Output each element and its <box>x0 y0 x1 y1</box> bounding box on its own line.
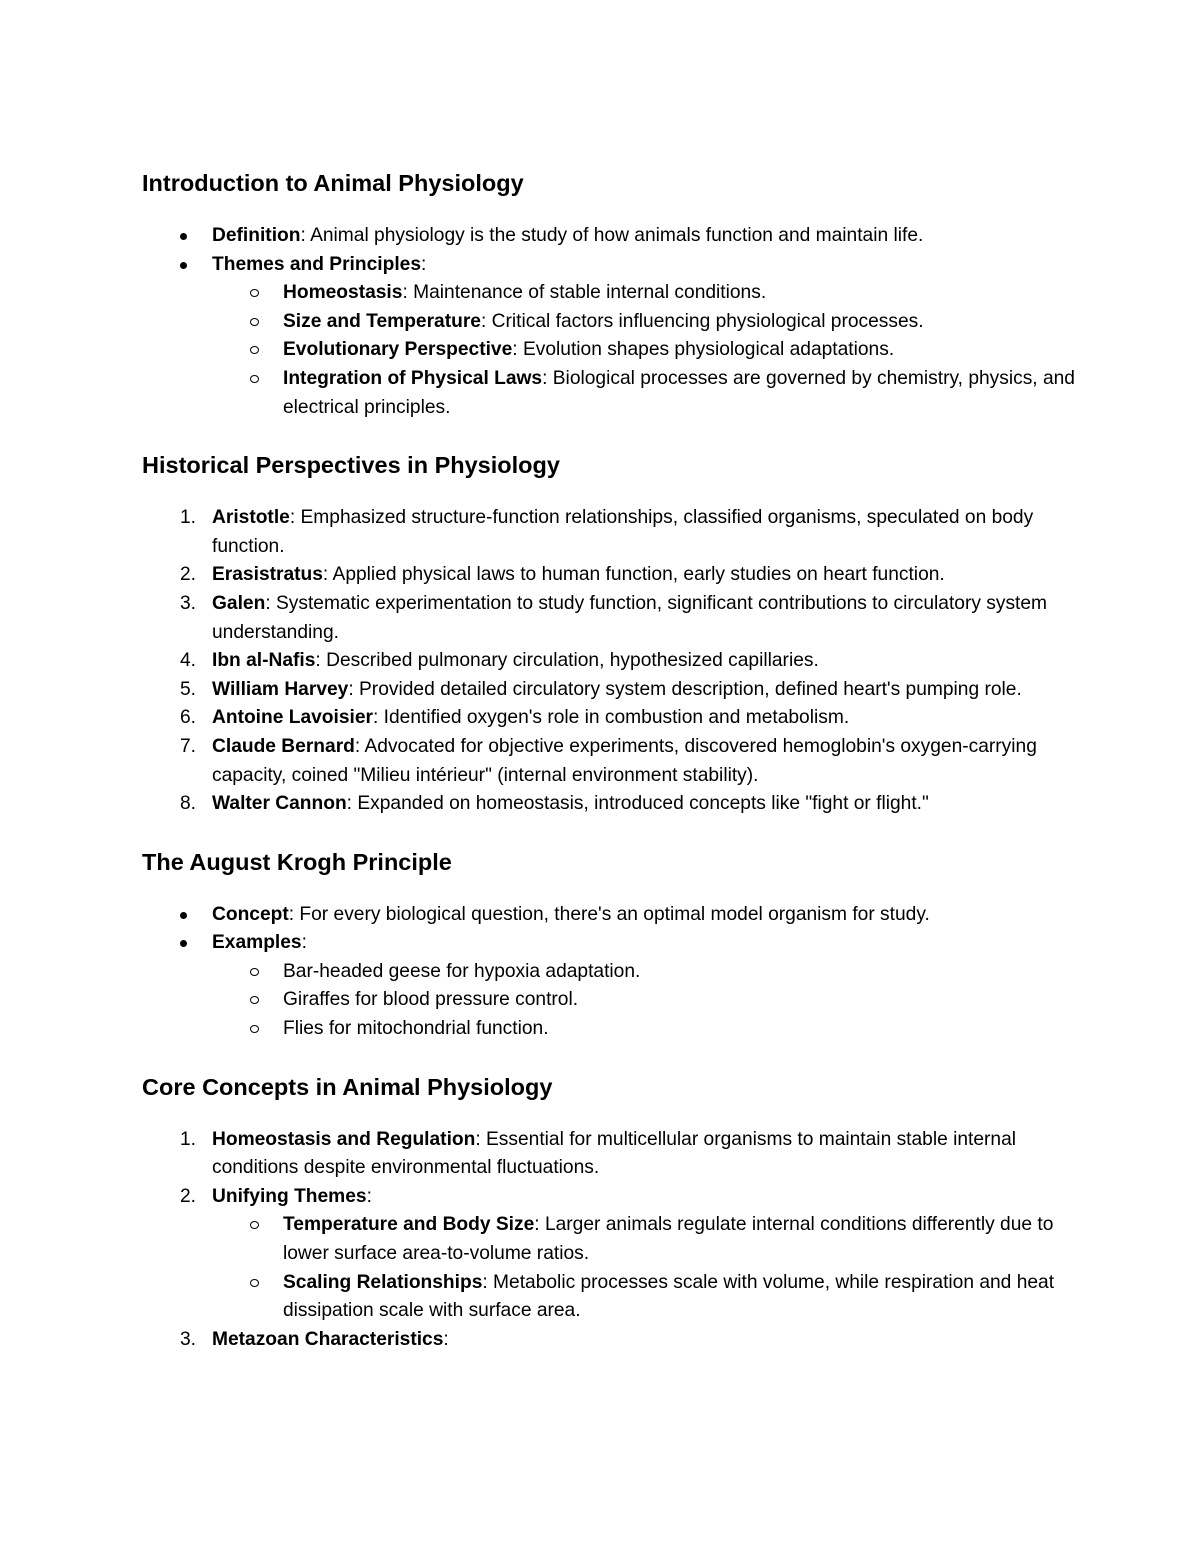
sub-list-item <box>142 958 1082 987</box>
item-number: 2. <box>179 1185 196 1207</box>
item-text: : <box>301 932 307 954</box>
list-item <box>142 733 1082 790</box>
item-term: Aristotle <box>212 507 290 529</box>
item-term: Definition <box>212 225 301 246</box>
historical-list <box>142 504 1082 819</box>
item-term: Scaling Relationships <box>283 1271 483 1293</box>
item-term: Evolutionary Perspective <box>283 339 513 361</box>
item-number: 3. <box>179 1328 196 1350</box>
list-item <box>142 676 1082 705</box>
item-text: : Advocated for objective experiments, discovered hemoglobin's oxygen-carrying capacity, coined "Milieu intérieur" (internal environment stability). <box>212 735 1037 786</box>
item-term: Walter Cannon <box>212 793 347 815</box>
item-number: 2. <box>179 564 196 586</box>
item-text: Flies for mitochondrial function. <box>283 1018 549 1040</box>
item-term: Metazoan Characteristics <box>212 1328 444 1350</box>
core-concepts-list <box>142 1126 1082 1355</box>
hollow-bullet-icon <box>250 375 259 383</box>
item-term: Ibn al-Nafis <box>212 650 316 672</box>
hollow-bullet-icon <box>250 968 259 976</box>
list-item <box>142 590 1082 647</box>
item-text: : Maintenance of stable internal conditions. <box>402 282 767 304</box>
section-title-krogh: The August Krogh Principle <box>142 848 452 875</box>
hollow-bullet-icon <box>250 318 259 326</box>
item-text: : Described pulmonary circulation, hypothesized capillaries. <box>315 650 819 672</box>
item-text: : Emphasized structure-function relationships, classified organisms, speculated on body function. <box>212 507 1034 557</box>
bullet-icon <box>180 262 187 269</box>
item-term: Claude Bernard <box>212 735 355 757</box>
item-text: : Applied physical laws to human function, early studies on heart function. <box>322 564 945 586</box>
item-term: Themes and Principles <box>212 253 422 275</box>
item-text: : Larger animals regulate internal conditions differently due to lower surface area-to-volume ratios. <box>283 1214 1054 1265</box>
item-term: Concept <box>212 903 289 925</box>
item-term: Examples <box>212 932 302 954</box>
list-item <box>142 790 1082 819</box>
item-text: Bar-headed geese for hypoxia adaptation. <box>283 960 641 982</box>
item-number: 6. <box>179 707 196 729</box>
item-number: 1. <box>179 507 196 529</box>
item-text: : Essential for multicellular organisms to maintain stable internal conditions despite environmental fluctuations. <box>212 1128 1017 1179</box>
item-term: Erasistratus <box>212 564 323 586</box>
list-item <box>142 1126 1082 1183</box>
item-text: : Provided detailed circulatory system description, defined heart's pumping role. <box>348 678 1022 700</box>
sub-list-item <box>142 986 1082 1015</box>
item-number: 1. <box>179 1128 196 1150</box>
section-title-historical: Historical Perspectives in Physiology <box>142 452 560 479</box>
hollow-bullet-icon <box>250 1221 259 1229</box>
sub-list-item <box>142 308 1082 337</box>
item-term: Homeostasis and Regulation <box>212 1128 476 1150</box>
item-term: Homeostasis <box>283 282 403 304</box>
list-item <box>142 901 1082 930</box>
item-term: Unifying Themes <box>212 1185 367 1207</box>
item-text: : Expanded on homeostasis, introduced concepts like "fight or flight." <box>346 793 929 815</box>
item-text: : Animal physiology is the study of how animals function and maintain life. <box>300 225 924 246</box>
list-item <box>142 561 1082 590</box>
item-term: Antoine Lavoisier <box>212 707 373 729</box>
list-item <box>142 929 1082 958</box>
bullet-icon <box>180 912 187 919</box>
item-text: : Biological processes are governed by chemistry, physics, and electrical principles. <box>283 367 1075 418</box>
list-item <box>142 222 1082 251</box>
list-item <box>142 1183 1082 1212</box>
sub-list-item <box>142 1211 1082 1268</box>
section-title-core-concepts: Core Concepts in Animal Physiology <box>142 1073 553 1100</box>
item-text: : For every biological question, there's an optimal model organism for study. <box>288 903 930 925</box>
list-item <box>142 704 1082 733</box>
list-item <box>142 504 1082 561</box>
item-text: : <box>421 253 427 275</box>
list-item <box>142 647 1082 676</box>
item-text: : Critical factors influencing physiological processes. <box>480 310 924 332</box>
item-term: Galen <box>212 592 266 614</box>
item-text: Giraffes for blood pressure control. <box>283 989 579 1011</box>
hollow-bullet-icon <box>250 346 259 354</box>
item-text: : Identified oxygen's role in combustion and metabolism. <box>373 707 850 729</box>
item-text: : Systematic experimentation to study function, significant contributions to circulatory system understanding. <box>212 592 1048 643</box>
bullet-icon <box>180 233 187 240</box>
sub-list-item <box>142 1269 1082 1326</box>
item-text: : <box>443 1328 449 1350</box>
item-number: 3. <box>179 592 196 614</box>
document-page <box>142 166 1082 1354</box>
list-item <box>142 251 1082 280</box>
item-number: 5. <box>179 678 196 700</box>
introduction-list <box>142 222 1082 422</box>
sub-list-item <box>142 336 1082 365</box>
item-term: William Harvey <box>212 678 349 700</box>
item-number: 4. <box>179 650 196 672</box>
hollow-bullet-icon <box>250 996 259 1004</box>
bullet-icon <box>180 940 187 947</box>
item-text: : Evolution shapes physiological adaptations. <box>512 339 895 361</box>
item-text: : Metabolic processes scale with volume, while respiration and heat dissipation scale with surface area. <box>283 1271 1055 1322</box>
list-item <box>142 1326 1082 1355</box>
sub-list-item <box>142 1015 1082 1044</box>
section-title-introduction: Introduction to Animal Physiology <box>142 170 524 196</box>
item-text: : <box>366 1185 372 1207</box>
hollow-bullet-icon <box>250 1025 259 1033</box>
item-term: Integration of Physical Laws <box>283 367 543 389</box>
item-number: 8. <box>179 793 196 815</box>
krogh-list <box>142 901 1082 1044</box>
item-term: Temperature and Body Size <box>283 1214 535 1236</box>
item-term: Size and Temperature <box>283 310 481 332</box>
sub-list-item <box>142 279 1082 308</box>
sub-list-item <box>142 365 1082 422</box>
item-number: 7. <box>179 735 196 757</box>
hollow-bullet-icon <box>250 289 259 297</box>
hollow-bullet-icon <box>250 1279 259 1287</box>
